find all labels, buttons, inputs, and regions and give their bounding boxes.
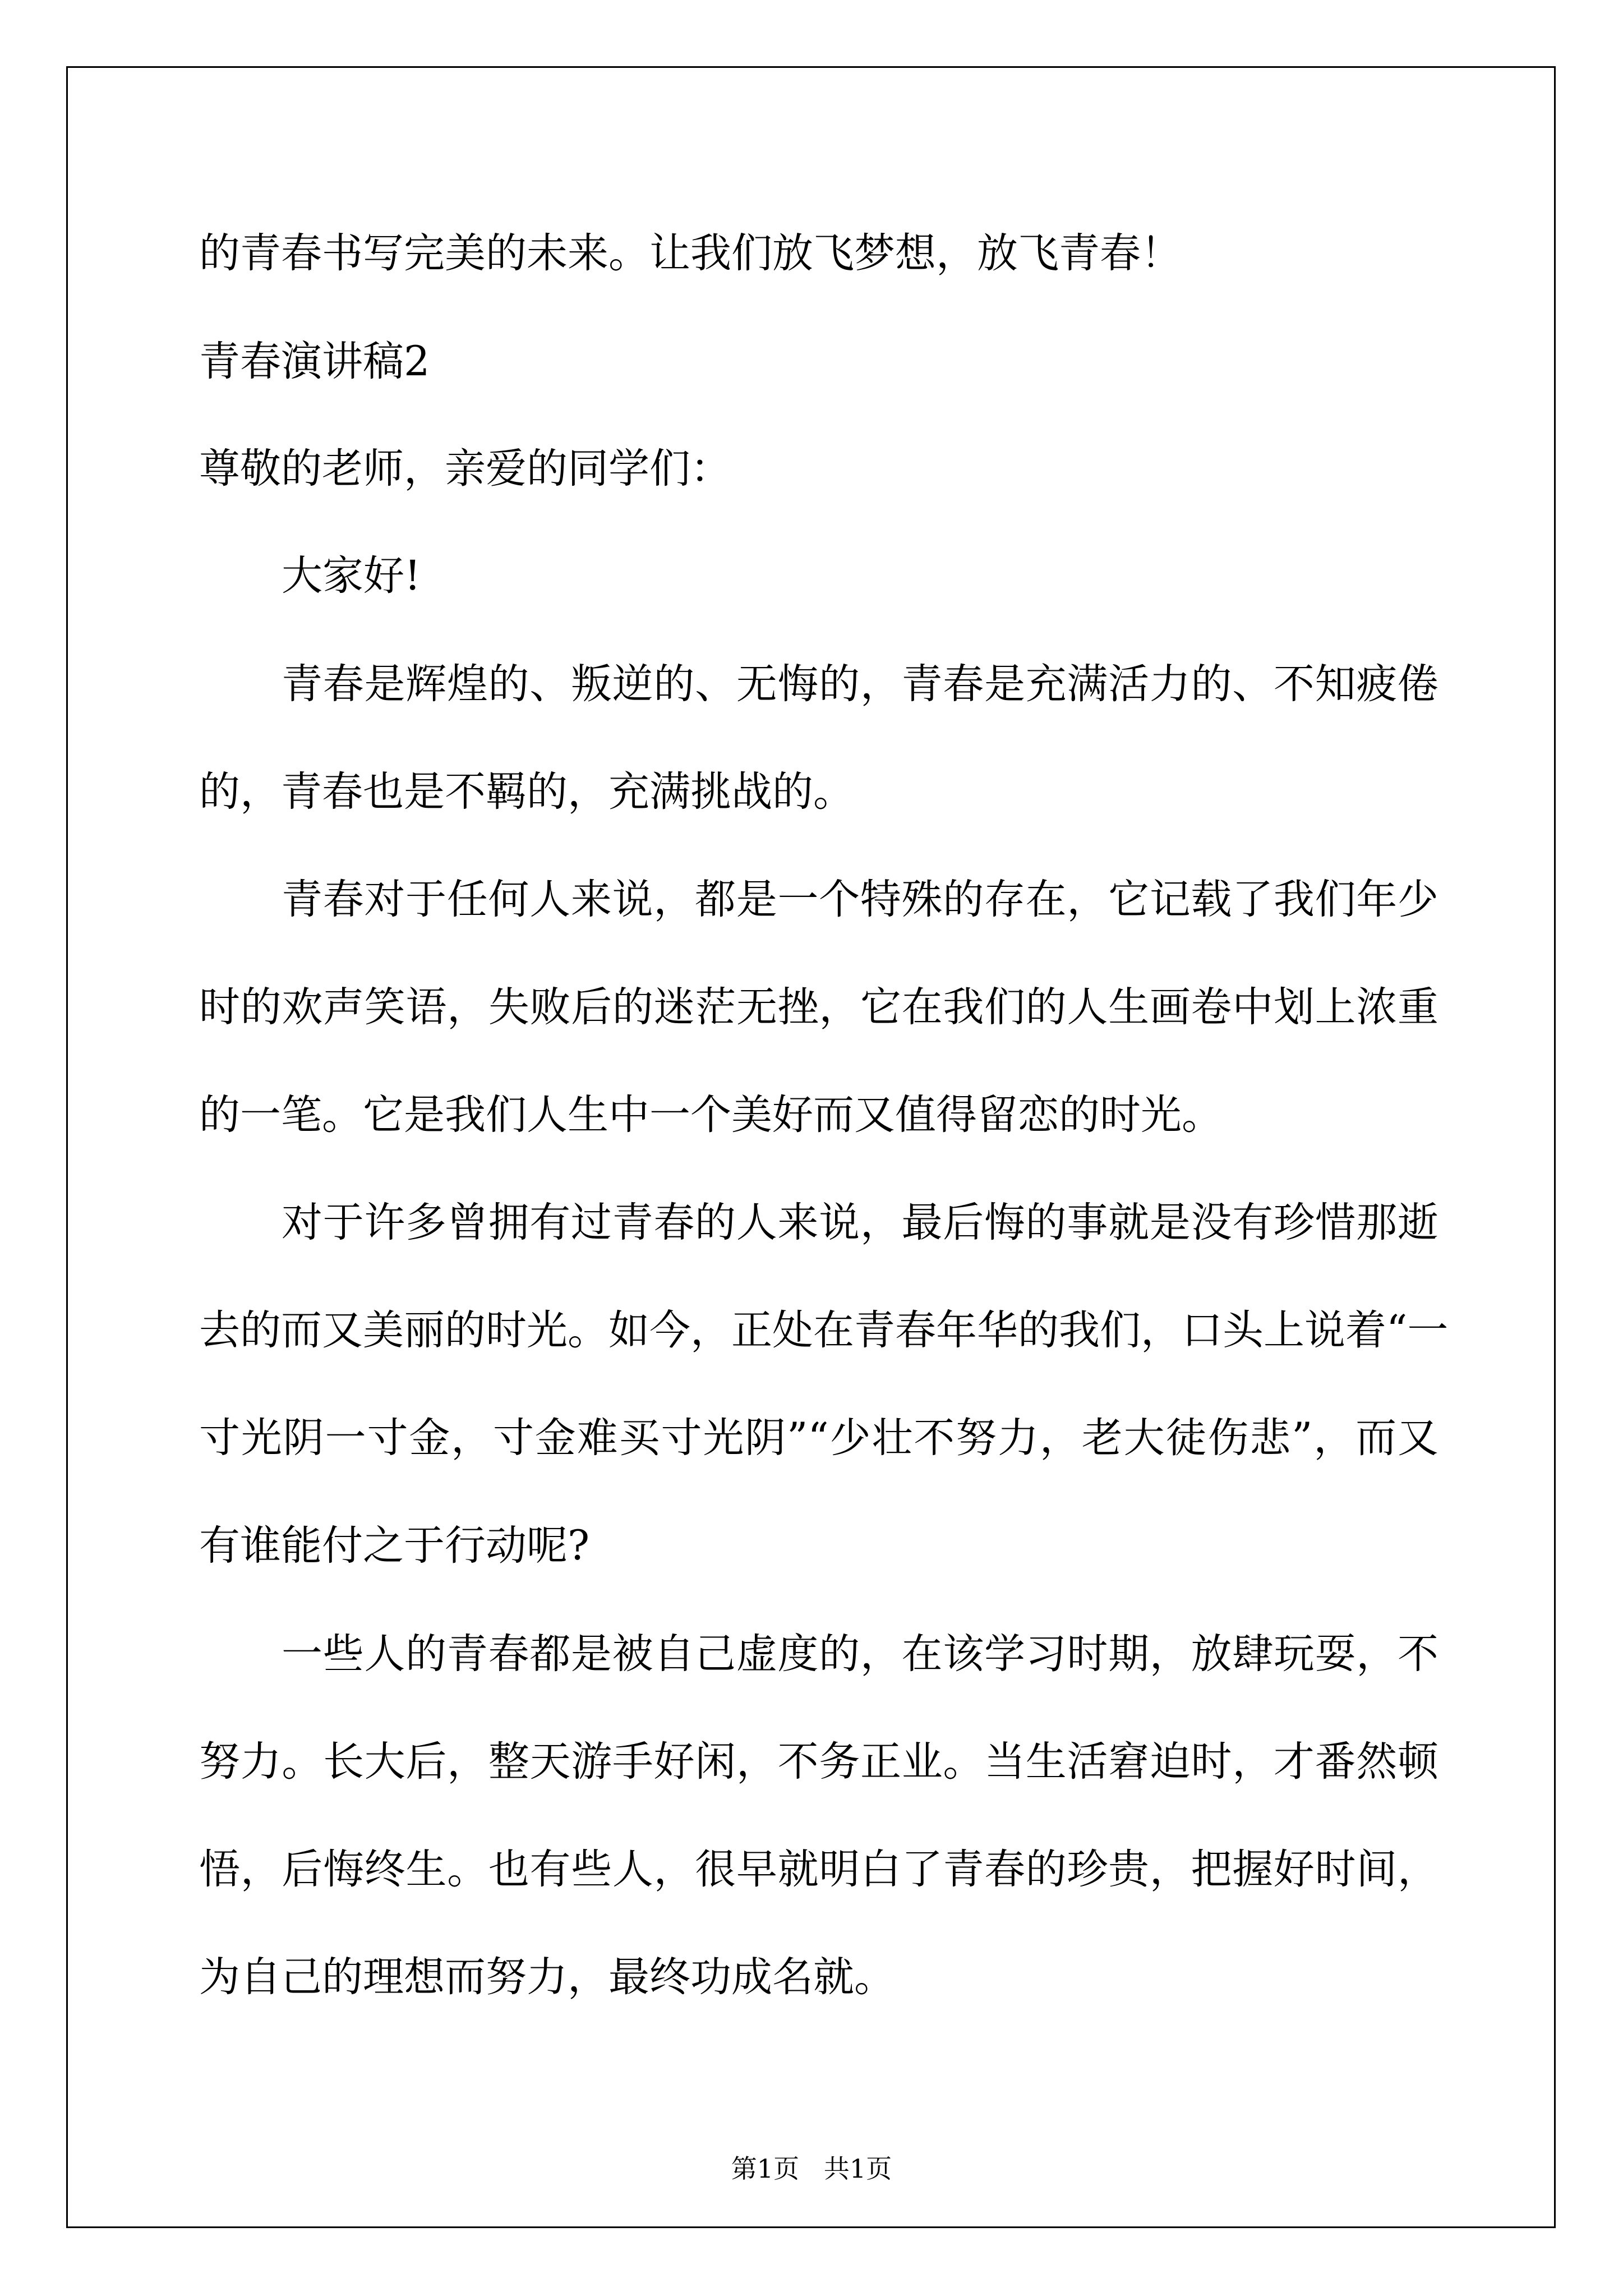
page-footer: 第1页 共1页: [731, 2154, 892, 2184]
paragraph-line: 去的而又美丽的时光。如今，正处在青春年华的我们，口头上说着“一: [199, 1306, 1449, 1354]
paragraph-line: 的青春书写完美的未来。让我们放飞梦想，放飞青春！: [199, 229, 1182, 277]
paragraph-line: 有谁能付之于行动呢?: [199, 1522, 590, 1570]
paragraph-line: 努力。长大后，整天游手好闲，不务正业。当生活窘迫时，才番然顿: [199, 1738, 1438, 1786]
paragraph-line: 为自己的理想而努力，最终功成名就。: [199, 1953, 895, 2001]
paragraph-line: 对于许多曾拥有过青春的人来说，最后悔的事就是没有珍惜那逝: [282, 1199, 1438, 1246]
paragraph-line: 时的欢声笑语，失败后的迷茫无挫，它在我们的人生画卷中划上浓重: [199, 983, 1438, 1031]
paragraph-line: 大家好!: [282, 552, 421, 600]
page-border: [66, 66, 1556, 2228]
paragraph-line: 青春对于任何人来说，都是一个特殊的存在，它记载了我们年少: [282, 876, 1438, 923]
paragraph-line: 的一笔。它是我们人生中一个美好而又值得留恋的时光。: [199, 1091, 1223, 1139]
paragraph-line: 青春演讲稿2: [199, 338, 430, 385]
paragraph-line: 青春是辉煌的、叛逆的、无悔的，青春是充满活力的、不知疲倦: [282, 660, 1438, 708]
paragraph-line: 一些人的青春都是被自己虚度的，在该学习时期，放肆玩耍，不: [282, 1630, 1438, 1678]
paragraph-line: 悟，后悔终生。也有些人，很早就明白了青春的珍贵，把握好时间，: [199, 1846, 1438, 1893]
paragraph-line: 的，青春也是不羁的，充满挑战的。: [199, 768, 854, 816]
paragraph-line: 寸光阴一寸金，寸金难买寸光阴”“少壮不努力，老大徒伤悲”，而又: [199, 1414, 1438, 1462]
paragraph-line: 尊敬的老师，亲爱的同学们：: [199, 445, 731, 493]
